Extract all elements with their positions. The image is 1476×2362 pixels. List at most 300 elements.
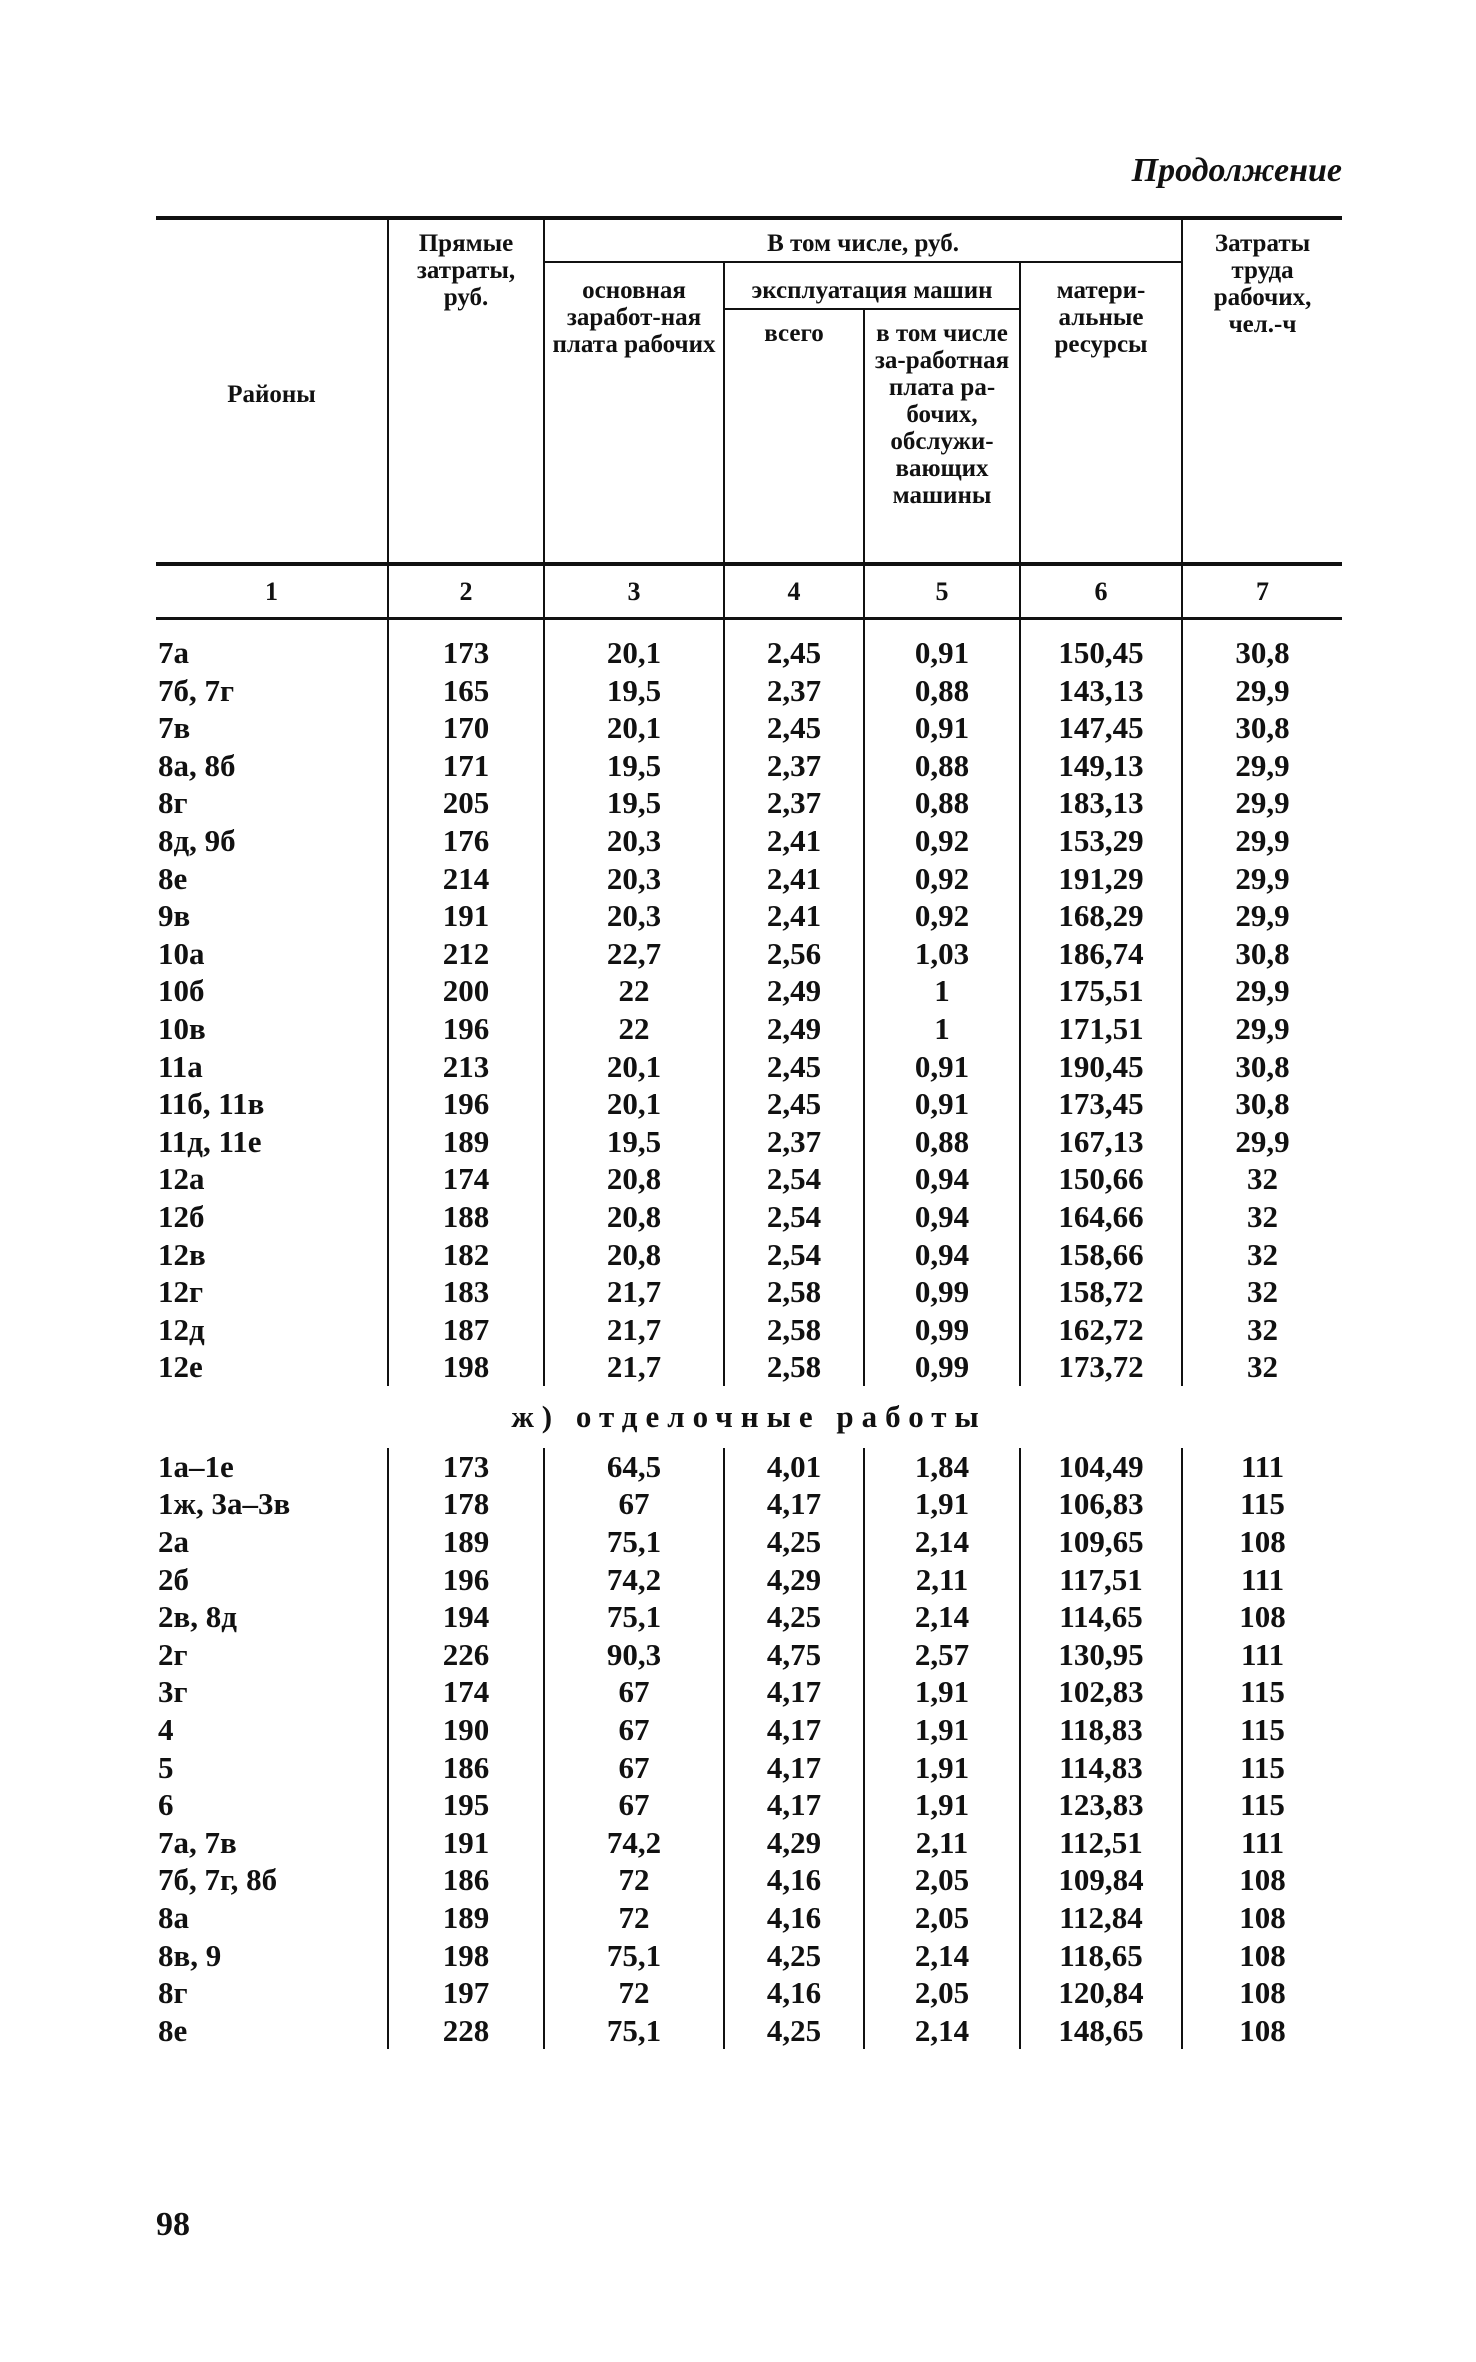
value-cell: 115 bbox=[1182, 1485, 1342, 1523]
district-cell: 7б, 7г bbox=[158, 672, 235, 708]
value-cell: 4,17 bbox=[724, 1711, 864, 1749]
value-cell: 176 bbox=[388, 822, 544, 860]
district-cell: 2б bbox=[158, 1561, 189, 1597]
value-cell: 165 bbox=[388, 672, 544, 710]
value-cell: 2,37 bbox=[724, 747, 864, 785]
value-cell: 147,45 bbox=[1020, 709, 1182, 747]
value-cell: 189 bbox=[388, 1523, 544, 1561]
value-cell: 29,9 bbox=[1182, 822, 1342, 860]
value-cell: 32 bbox=[1182, 1160, 1342, 1198]
value-cell: 195 bbox=[388, 1786, 544, 1824]
value-cell: 108 bbox=[1182, 1899, 1342, 1937]
value-cell: 30,8 bbox=[1182, 1085, 1342, 1123]
value-cell: 4,17 bbox=[724, 1786, 864, 1824]
column-number: 2 bbox=[388, 564, 544, 619]
district-cell: 12в bbox=[158, 1236, 206, 1272]
value-cell: 67 bbox=[544, 1673, 724, 1711]
value-cell: 0,94 bbox=[864, 1160, 1020, 1198]
table-row bbox=[156, 1448, 1342, 1486]
value-cell: 186,74 bbox=[1020, 935, 1182, 973]
district-cell: 2г bbox=[158, 1636, 188, 1672]
value-cell: 1,91 bbox=[864, 1786, 1020, 1824]
value-cell: 111 bbox=[1182, 1636, 1342, 1674]
value-cell: 1 bbox=[864, 1010, 1020, 1048]
value-cell: 108 bbox=[1182, 1523, 1342, 1561]
column-number: 4 bbox=[724, 564, 864, 619]
table-row bbox=[156, 2012, 1342, 2050]
value-cell: 72 bbox=[544, 1861, 724, 1899]
value-cell: 115 bbox=[1182, 1749, 1342, 1787]
value-cell: 2,37 bbox=[724, 784, 864, 822]
value-cell: 0,94 bbox=[864, 1198, 1020, 1236]
value-cell: 29,9 bbox=[1182, 1010, 1342, 1048]
district-cell: 8е bbox=[158, 2012, 188, 2048]
table-row bbox=[156, 822, 1342, 860]
value-cell: 194 bbox=[388, 1598, 544, 1636]
value-cell: 20,3 bbox=[544, 822, 724, 860]
value-cell: 4,25 bbox=[724, 1937, 864, 1975]
value-cell: 4,75 bbox=[724, 1636, 864, 1674]
value-cell: 226 bbox=[388, 1636, 544, 1674]
value-cell: 2,41 bbox=[724, 897, 864, 935]
value-cell: 2,41 bbox=[724, 822, 864, 860]
value-cell: 2,57 bbox=[864, 1636, 1020, 1674]
value-cell: 170 bbox=[388, 709, 544, 747]
table-row bbox=[156, 1711, 1342, 1749]
value-cell: 0,91 bbox=[864, 1085, 1020, 1123]
district-cell: 10б bbox=[158, 973, 205, 1009]
value-cell: 214 bbox=[388, 860, 544, 898]
value-cell: 32 bbox=[1182, 1198, 1342, 1236]
value-cell: 114,83 bbox=[1020, 1749, 1182, 1787]
table-row bbox=[156, 1348, 1342, 1386]
value-cell: 2,14 bbox=[864, 1523, 1020, 1561]
value-cell: 2,49 bbox=[724, 1010, 864, 1048]
value-cell: 0,99 bbox=[864, 1311, 1020, 1349]
value-cell: 164,66 bbox=[1020, 1198, 1182, 1236]
value-cell: 2,45 bbox=[724, 709, 864, 747]
district-cell: 1а–1е bbox=[158, 1448, 234, 1484]
district-cell: 5 bbox=[158, 1749, 174, 1785]
value-cell: 1,84 bbox=[864, 1448, 1020, 1486]
value-cell: 75,1 bbox=[544, 1523, 724, 1561]
value-cell: 196 bbox=[388, 1561, 544, 1599]
value-cell: 213 bbox=[388, 1048, 544, 1086]
table-row bbox=[156, 1198, 1342, 1236]
value-cell: 2,58 bbox=[724, 1273, 864, 1311]
table-row bbox=[156, 1861, 1342, 1899]
value-cell: 162,72 bbox=[1020, 1311, 1182, 1349]
value-cell: 4,29 bbox=[724, 1561, 864, 1599]
table-row bbox=[156, 1123, 1342, 1161]
value-cell: 90,3 bbox=[544, 1636, 724, 1674]
value-cell: 171 bbox=[388, 747, 544, 785]
value-cell: 1,91 bbox=[864, 1485, 1020, 1523]
column-number: 6 bbox=[1020, 564, 1182, 619]
value-cell: 2,45 bbox=[724, 1085, 864, 1123]
value-cell: 72 bbox=[544, 1899, 724, 1937]
value-cell: 0,92 bbox=[864, 897, 1020, 935]
value-cell: 0,91 bbox=[864, 1048, 1020, 1086]
district-cell: 1ж, 3а–3в bbox=[158, 1486, 291, 1522]
value-cell: 20,1 bbox=[544, 709, 724, 747]
district-cell: 4 bbox=[158, 1712, 174, 1748]
header-zatraty-truda: Затраты труда рабочих, чел.-ч bbox=[1182, 218, 1342, 564]
value-cell: 4,25 bbox=[724, 1598, 864, 1636]
value-cell: 2,14 bbox=[864, 1937, 1020, 1975]
value-cell: 158,72 bbox=[1020, 1273, 1182, 1311]
value-cell: 212 bbox=[388, 935, 544, 973]
value-cell: 29,9 bbox=[1182, 972, 1342, 1010]
value-cell: 1 bbox=[864, 972, 1020, 1010]
value-cell: 4,16 bbox=[724, 1974, 864, 2012]
district-cell: 8е bbox=[158, 860, 188, 896]
value-cell: 178 bbox=[388, 1485, 544, 1523]
value-cell: 108 bbox=[1182, 2012, 1342, 2050]
value-cell: 4,29 bbox=[724, 1824, 864, 1862]
value-cell: 21,7 bbox=[544, 1273, 724, 1311]
table-row bbox=[156, 784, 1342, 822]
continuation-label: Продолжение bbox=[1131, 152, 1342, 189]
table-row bbox=[156, 1085, 1342, 1123]
value-cell: 2,54 bbox=[724, 1160, 864, 1198]
district-cell: 10в bbox=[158, 1010, 206, 1046]
header-vsego: всего bbox=[724, 309, 864, 564]
value-cell: 197 bbox=[388, 1974, 544, 2012]
value-cell: 108 bbox=[1182, 1598, 1342, 1636]
value-cell: 112,51 bbox=[1020, 1824, 1182, 1862]
value-cell: 72 bbox=[544, 1974, 724, 2012]
table-body-part-1 bbox=[156, 619, 1342, 1386]
table-row bbox=[156, 1485, 1342, 1523]
value-cell: 0,94 bbox=[864, 1236, 1020, 1274]
value-cell: 150,45 bbox=[1020, 634, 1182, 672]
table-row bbox=[156, 1786, 1342, 1824]
value-cell: 30,8 bbox=[1182, 634, 1342, 672]
value-cell: 74,2 bbox=[544, 1824, 724, 1862]
value-cell: 20,1 bbox=[544, 1048, 724, 1086]
value-cell: 32 bbox=[1182, 1311, 1342, 1349]
value-cell: 2,54 bbox=[724, 1198, 864, 1236]
district-cell: 6 bbox=[158, 1787, 174, 1823]
cost-table bbox=[156, 216, 1342, 2049]
cost-table-container bbox=[156, 216, 1342, 2049]
value-cell: 111 bbox=[1182, 1448, 1342, 1486]
value-cell: 186 bbox=[388, 1861, 544, 1899]
value-cell: 123,83 bbox=[1020, 1786, 1182, 1824]
value-cell: 2,45 bbox=[724, 1048, 864, 1086]
value-cell: 143,13 bbox=[1020, 672, 1182, 710]
value-cell: 0,92 bbox=[864, 860, 1020, 898]
district-cell: 3г bbox=[158, 1674, 188, 1710]
table-row bbox=[156, 1010, 1342, 1048]
table-row bbox=[156, 747, 1342, 785]
district-cell: 8а bbox=[158, 1900, 189, 1935]
value-cell: 2,05 bbox=[864, 1899, 1020, 1937]
district-cell: 8г bbox=[158, 785, 188, 821]
value-cell: 32 bbox=[1182, 1236, 1342, 1274]
table-row bbox=[156, 1561, 1342, 1599]
value-cell: 109,65 bbox=[1020, 1523, 1182, 1561]
value-cell: 117,51 bbox=[1020, 1561, 1182, 1599]
value-cell: 29,9 bbox=[1182, 860, 1342, 898]
value-cell: 0,88 bbox=[864, 1123, 1020, 1161]
value-cell: 188 bbox=[388, 1198, 544, 1236]
header-materialnye-resursy: матери-альные ресурсы bbox=[1020, 262, 1182, 564]
table-row bbox=[156, 1160, 1342, 1198]
value-cell: 149,13 bbox=[1020, 747, 1182, 785]
table-row bbox=[156, 1236, 1342, 1274]
table-row bbox=[156, 935, 1342, 973]
value-cell: 130,95 bbox=[1020, 1636, 1182, 1674]
value-cell: 183,13 bbox=[1020, 784, 1182, 822]
value-cell: 29,9 bbox=[1182, 897, 1342, 935]
value-cell: 30,8 bbox=[1182, 935, 1342, 973]
value-cell: 173 bbox=[388, 1448, 544, 1486]
table-row bbox=[156, 1311, 1342, 1349]
value-cell: 2,54 bbox=[724, 1236, 864, 1274]
value-cell: 2,05 bbox=[864, 1974, 1020, 2012]
value-cell: 2,14 bbox=[864, 2012, 1020, 2050]
column-number: 5 bbox=[864, 564, 1020, 619]
value-cell: 4,17 bbox=[724, 1485, 864, 1523]
value-cell: 158,66 bbox=[1020, 1236, 1182, 1274]
table-row bbox=[156, 860, 1342, 898]
value-cell: 0,92 bbox=[864, 822, 1020, 860]
value-cell: 115 bbox=[1182, 1711, 1342, 1749]
section-title: ж) отделочные работы bbox=[511, 1398, 987, 1434]
table-row bbox=[156, 709, 1342, 747]
value-cell: 32 bbox=[1182, 1273, 1342, 1311]
header-v-tom-chisle: В том числе, руб. bbox=[544, 218, 1182, 262]
header-rayony: Районы bbox=[156, 218, 388, 564]
value-cell: 74,2 bbox=[544, 1561, 724, 1599]
value-cell: 118,65 bbox=[1020, 1937, 1182, 1975]
value-cell: 19,5 bbox=[544, 1123, 724, 1161]
value-cell: 108 bbox=[1182, 1861, 1342, 1899]
table-row bbox=[156, 897, 1342, 935]
value-cell: 4,25 bbox=[724, 2012, 864, 2050]
value-cell: 75,1 bbox=[544, 2012, 724, 2050]
value-cell: 2,14 bbox=[864, 1598, 1020, 1636]
value-cell: 29,9 bbox=[1182, 784, 1342, 822]
value-cell: 20,3 bbox=[544, 860, 724, 898]
value-cell: 153,29 bbox=[1020, 822, 1182, 860]
table-row bbox=[156, 634, 1342, 672]
value-cell: 67 bbox=[544, 1749, 724, 1787]
district-cell: 11д, 11е bbox=[158, 1123, 262, 1159]
district-cell: 12б bbox=[158, 1198, 205, 1234]
value-cell: 171,51 bbox=[1020, 1010, 1182, 1048]
value-cell: 21,7 bbox=[544, 1311, 724, 1349]
value-cell: 30,8 bbox=[1182, 1048, 1342, 1086]
district-cell: 11а bbox=[158, 1048, 203, 1084]
value-cell: 109,84 bbox=[1020, 1861, 1182, 1899]
value-cell: 64,5 bbox=[544, 1448, 724, 1486]
value-cell: 67 bbox=[544, 1485, 724, 1523]
header-pryamye-zatraty: Прямые затраты, руб. bbox=[388, 218, 544, 564]
column-number: 7 bbox=[1182, 564, 1342, 619]
value-cell: 4,16 bbox=[724, 1899, 864, 1937]
value-cell: 1,91 bbox=[864, 1673, 1020, 1711]
value-cell: 167,13 bbox=[1020, 1123, 1182, 1161]
value-cell: 4,25 bbox=[724, 1523, 864, 1561]
page-number: 98 bbox=[156, 2206, 190, 2243]
value-cell: 108 bbox=[1182, 1974, 1342, 2012]
value-cell: 2,37 bbox=[724, 672, 864, 710]
value-cell: 29,9 bbox=[1182, 672, 1342, 710]
column-number: 1 bbox=[156, 564, 388, 619]
value-cell: 120,84 bbox=[1020, 1974, 1182, 2012]
value-cell: 1,03 bbox=[864, 935, 1020, 973]
table-row bbox=[156, 1636, 1342, 1674]
district-cell: 8г bbox=[158, 1975, 188, 2011]
value-cell: 205 bbox=[388, 784, 544, 822]
district-cell: 7а, 7в bbox=[158, 1824, 237, 1860]
value-cell: 228 bbox=[388, 2012, 544, 2050]
value-cell: 183 bbox=[388, 1273, 544, 1311]
district-cell: 12а bbox=[158, 1161, 205, 1197]
value-cell: 190 bbox=[388, 1711, 544, 1749]
value-cell: 189 bbox=[388, 1123, 544, 1161]
value-cell: 148,65 bbox=[1020, 2012, 1182, 2050]
value-cell: 20,8 bbox=[544, 1236, 724, 1274]
value-cell: 29,9 bbox=[1182, 1123, 1342, 1161]
value-cell: 198 bbox=[388, 1937, 544, 1975]
value-cell: 75,1 bbox=[544, 1598, 724, 1636]
value-cell: 22,7 bbox=[544, 935, 724, 973]
district-cell: 7б, 7г, 8б bbox=[158, 1862, 278, 1898]
value-cell: 2,49 bbox=[724, 972, 864, 1010]
value-cell: 20,3 bbox=[544, 897, 724, 935]
value-cell: 186 bbox=[388, 1749, 544, 1787]
value-cell: 2,58 bbox=[724, 1348, 864, 1386]
value-cell: 190,45 bbox=[1020, 1048, 1182, 1086]
value-cell: 1,91 bbox=[864, 1711, 1020, 1749]
value-cell: 2,56 bbox=[724, 935, 864, 973]
value-cell: 111 bbox=[1182, 1561, 1342, 1599]
value-cell: 115 bbox=[1182, 1786, 1342, 1824]
table-row bbox=[156, 1937, 1342, 1975]
value-cell: 108 bbox=[1182, 1937, 1342, 1975]
table-row bbox=[156, 1523, 1342, 1561]
value-cell: 112,84 bbox=[1020, 1899, 1182, 1937]
district-cell: 7а bbox=[158, 635, 189, 670]
value-cell: 168,29 bbox=[1020, 897, 1182, 935]
value-cell: 19,5 bbox=[544, 747, 724, 785]
header-ekspluatatsiya-mashin: эксплуатация машин bbox=[724, 262, 1020, 309]
table-row bbox=[156, 972, 1342, 1010]
value-cell: 4,16 bbox=[724, 1861, 864, 1899]
table-row bbox=[156, 1673, 1342, 1711]
value-cell: 196 bbox=[388, 1010, 544, 1048]
value-cell: 196 bbox=[388, 1085, 544, 1123]
value-cell: 102,83 bbox=[1020, 1673, 1182, 1711]
value-cell: 0,99 bbox=[864, 1348, 1020, 1386]
value-cell: 32 bbox=[1182, 1348, 1342, 1386]
district-cell: 2в, 8д bbox=[158, 1599, 237, 1635]
section-heading-body bbox=[156, 1386, 1342, 1448]
value-cell: 191 bbox=[388, 897, 544, 935]
district-cell: 2а bbox=[158, 1524, 189, 1560]
table-row bbox=[156, 1273, 1342, 1311]
table-row bbox=[156, 672, 1342, 710]
value-cell: 67 bbox=[544, 1711, 724, 1749]
header-osnovnaya-zarplata: основная заработ-ная плата рабочих bbox=[544, 262, 724, 564]
table-row bbox=[156, 1899, 1342, 1937]
header-zarplata-obsluzh: в том числе за-работная плата ра-бочих, обслужи-вающих машины bbox=[864, 309, 1020, 564]
column-number: 3 bbox=[544, 564, 724, 619]
value-cell: 2,45 bbox=[724, 634, 864, 672]
value-cell: 22 bbox=[544, 1010, 724, 1048]
value-cell: 114,65 bbox=[1020, 1598, 1182, 1636]
value-cell: 189 bbox=[388, 1899, 544, 1937]
value-cell: 30,8 bbox=[1182, 709, 1342, 747]
value-cell: 20,1 bbox=[544, 1085, 724, 1123]
value-cell: 2,11 bbox=[864, 1561, 1020, 1599]
value-cell: 0,88 bbox=[864, 672, 1020, 710]
value-cell: 1,91 bbox=[864, 1749, 1020, 1787]
district-cell: 12е bbox=[158, 1349, 203, 1385]
value-cell: 2,11 bbox=[864, 1824, 1020, 1862]
table-row bbox=[156, 1598, 1342, 1636]
value-cell: 0,99 bbox=[864, 1273, 1020, 1311]
value-cell: 118,83 bbox=[1020, 1711, 1182, 1749]
value-cell: 173,45 bbox=[1020, 1085, 1182, 1123]
value-cell: 2,58 bbox=[724, 1311, 864, 1349]
value-cell: 175,51 bbox=[1020, 972, 1182, 1010]
district-cell: 8д, 9б bbox=[158, 822, 236, 858]
value-cell: 21,7 bbox=[544, 1348, 724, 1386]
value-cell: 187 bbox=[388, 1311, 544, 1349]
table-header bbox=[156, 218, 1342, 619]
value-cell: 104,49 bbox=[1020, 1448, 1182, 1486]
value-cell: 111 bbox=[1182, 1824, 1342, 1862]
value-cell: 174 bbox=[388, 1673, 544, 1711]
table-row bbox=[156, 1974, 1342, 2012]
district-cell: 8в, 9 bbox=[158, 1937, 222, 1973]
district-cell: 8а, 8б bbox=[158, 747, 236, 783]
value-cell: 19,5 bbox=[544, 784, 724, 822]
table-row bbox=[156, 1048, 1342, 1086]
value-cell: 174 bbox=[388, 1160, 544, 1198]
value-cell: 173 bbox=[388, 634, 544, 672]
district-cell: 7в bbox=[158, 710, 191, 746]
value-cell: 106,83 bbox=[1020, 1485, 1182, 1523]
value-cell: 200 bbox=[388, 972, 544, 1010]
value-cell: 115 bbox=[1182, 1673, 1342, 1711]
table-row bbox=[156, 1824, 1342, 1862]
value-cell: 20,8 bbox=[544, 1160, 724, 1198]
value-cell: 0,91 bbox=[864, 709, 1020, 747]
value-cell: 2,37 bbox=[724, 1123, 864, 1161]
district-cell: 9в bbox=[158, 898, 191, 934]
value-cell: 4,01 bbox=[724, 1448, 864, 1486]
value-cell: 182 bbox=[388, 1236, 544, 1274]
district-cell: 12г bbox=[158, 1274, 204, 1310]
value-cell: 0,88 bbox=[864, 784, 1020, 822]
district-cell: 10а bbox=[158, 935, 205, 971]
district-cell: 11б, 11в bbox=[158, 1086, 265, 1122]
value-cell: 0,91 bbox=[864, 634, 1020, 672]
value-cell: 173,72 bbox=[1020, 1348, 1182, 1386]
value-cell: 19,5 bbox=[544, 672, 724, 710]
column-number-row bbox=[156, 564, 1342, 619]
value-cell: 0,88 bbox=[864, 747, 1020, 785]
value-cell: 29,9 bbox=[1182, 747, 1342, 785]
value-cell: 191 bbox=[388, 1824, 544, 1862]
value-cell: 20,8 bbox=[544, 1198, 724, 1236]
